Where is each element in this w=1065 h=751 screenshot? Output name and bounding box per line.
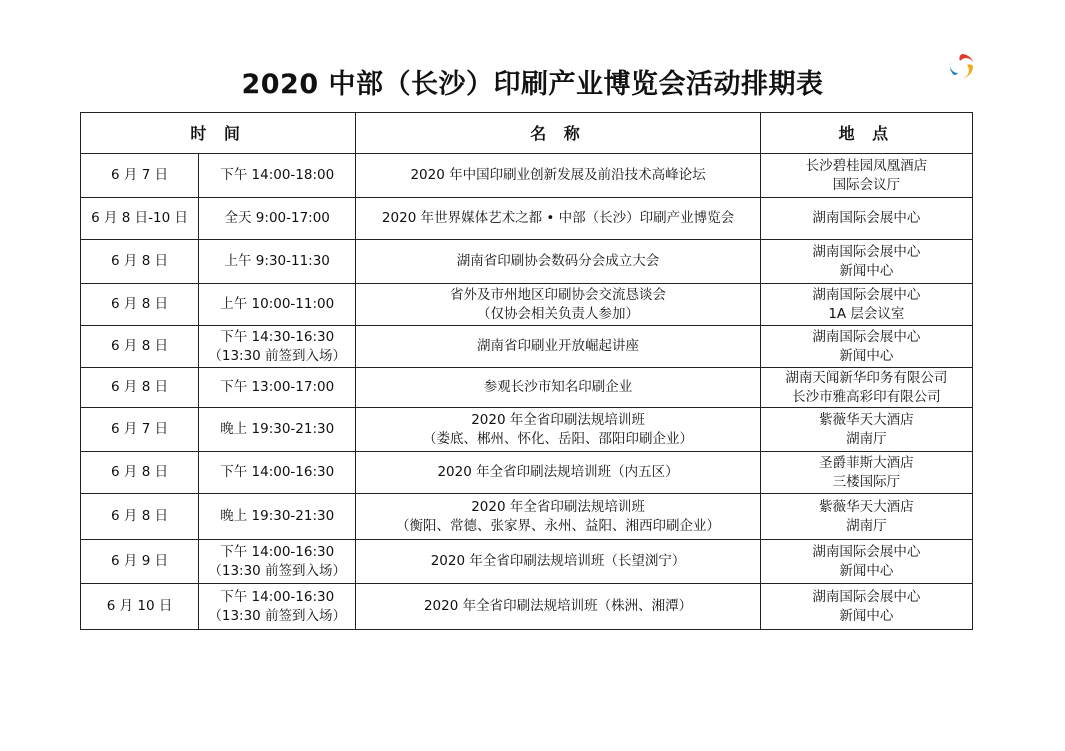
header-place: 地 点: [760, 113, 972, 154]
table-row: [81, 198, 973, 240]
time-cell-line: （13:30 前签到入场）: [208, 607, 347, 624]
event-name-cell-line: （娄底、郴州、怀化、岳阳、邵阳印刷企业）: [423, 430, 694, 447]
place-cell-line: 湖南国际会展中心: [812, 243, 921, 260]
event-name-cell: [356, 154, 760, 198]
time-cell-line: 下午 14:00-16:30: [220, 543, 335, 560]
event-name-cell-line: （仅协会相关负责人参加）: [477, 305, 640, 322]
event-name-cell-line: 参观长沙市知名印刷企业: [483, 379, 633, 395]
place-cell: [760, 240, 972, 284]
place-cell-line: 湖南国际会展中心: [812, 286, 921, 303]
time-cell-line: 下午 14:00-16:30: [220, 588, 335, 605]
time-cell-line: （13:30 前签到入场）: [208, 562, 347, 579]
time-cell-line: 晚上 19:30-21:30: [220, 508, 335, 524]
date-cell: 6 月 10 日: [81, 584, 199, 630]
date-cell: 6 月 8 日: [81, 284, 199, 326]
place-cell: [760, 494, 972, 540]
time-cell-line: （13:30 前签到入场）: [208, 347, 347, 364]
place-cell-line: 国际会议厅: [832, 176, 901, 193]
place-cell: [760, 326, 972, 368]
place-cell: [760, 154, 972, 198]
place-cell-line: 紫薇华天大酒店: [819, 411, 914, 428]
event-name-cell: [356, 494, 760, 540]
time-cell: [199, 408, 356, 452]
event-name-cell: [356, 368, 760, 408]
place-cell-line: 圣爵菲斯大酒店: [819, 454, 914, 471]
place-cell-line: 湖南国际会展中心: [812, 328, 921, 345]
time-cell: [199, 326, 356, 368]
place-cell-line: 长沙市雅高彩印有限公司: [792, 388, 941, 405]
place-cell-line: 三楼国际厅: [832, 473, 901, 490]
time-cell: [199, 584, 356, 630]
place-cell-line: 1A 层会议室: [828, 305, 905, 322]
table-row: [81, 284, 973, 326]
event-name-cell-line: 2020 年全省印刷法规培训班（株洲、湘潭）: [423, 598, 693, 614]
table-row: [81, 240, 973, 284]
place-cell-line: 长沙碧桂园凤凰酒店: [805, 157, 928, 174]
event-name-cell-line: 2020 年全省印刷法规培训班: [471, 498, 645, 515]
table-row: [81, 368, 973, 408]
table-row: [81, 154, 973, 198]
table-body: [81, 154, 973, 630]
time-cell: [199, 368, 356, 408]
date-cell: 6 月 7 日: [81, 408, 199, 452]
time-cell: [199, 284, 356, 326]
time-cell: [199, 494, 356, 540]
time-cell-line: 上午 9:30-11:30: [224, 253, 330, 269]
event-name-cell-line: 2020 年全省印刷法规培训班（内五区）: [437, 464, 679, 480]
table-header-row: [81, 113, 973, 154]
header-time: 时 间: [81, 113, 356, 154]
table-row: [81, 326, 973, 368]
place-cell-line: 湖南国际会展中心: [812, 588, 921, 605]
time-cell: [199, 540, 356, 584]
schedule-table: [80, 112, 973, 630]
event-name-cell-line: 2020 年全省印刷法规培训班（长望浏宁）: [430, 553, 686, 569]
event-name-cell-line: （衡阳、常德、张家界、永州、益阳、湘西印刷企业）: [396, 517, 721, 534]
time-cell-line: 下午 13:00-17:00: [220, 379, 335, 395]
header-name: 名 称: [356, 113, 760, 154]
place-cell: [760, 284, 972, 326]
place-cell-line: 新闻中心: [839, 607, 894, 624]
time-cell-line: 晚上 19:30-21:30: [220, 421, 335, 437]
event-name-cell-line: 2020 年世界媒体艺术之都 • 中部（长沙）印刷产业博览会: [381, 210, 735, 226]
place-cell-line: 新闻中心: [839, 562, 894, 579]
date-cell: 6 月 8 日: [81, 494, 199, 540]
time-cell: [199, 452, 356, 494]
event-name-cell: [356, 540, 760, 584]
date-cell: 6 月 8 日-10 日: [81, 198, 199, 240]
page-title: 2020 中部（长沙）印刷产业博览会活动排期表: [241, 69, 824, 100]
table-row: [81, 452, 973, 494]
event-name-cell-line: 省外及市州地区印刷协会交流恳谈会: [450, 286, 667, 303]
time-cell-line: 下午 14:00-18:00: [220, 167, 335, 183]
table-row: [81, 494, 973, 540]
place-cell-line: 湖南国际会展中心: [812, 543, 921, 560]
event-name-cell-line: 湖南省印刷协会数码分会成立大会: [456, 253, 660, 269]
event-name-cell: [356, 284, 760, 326]
place-cell-line: 湖南厅: [846, 517, 887, 534]
date-cell: 6 月 7 日: [81, 154, 199, 198]
place-cell-line: 湖南厅: [846, 430, 887, 447]
event-name-cell: [356, 198, 760, 240]
event-name-cell-line: 2020 年中国印刷业创新发展及前沿技术高峰论坛: [410, 167, 706, 183]
time-cell-line: 上午 10:00-11:00: [220, 296, 335, 312]
table-row: [81, 540, 973, 584]
place-cell-line: 湖南天闻新华印务有限公司: [785, 369, 948, 386]
event-name-cell: [356, 326, 760, 368]
time-cell: [199, 154, 356, 198]
time-cell-line: 全天 9:00-17:00: [224, 210, 330, 226]
date-cell: 6 月 9 日: [81, 540, 199, 584]
place-cell: [760, 368, 972, 408]
time-cell: [199, 198, 356, 240]
date-cell: 6 月 8 日: [81, 452, 199, 494]
event-name-cell: [356, 240, 760, 284]
place-cell: [760, 408, 972, 452]
place-cell-line: 湖南国际会展中心: [812, 210, 921, 226]
event-name-cell-line: 2020 年全省印刷法规培训班: [471, 411, 645, 428]
place-cell: [760, 540, 972, 584]
place-cell: [760, 584, 972, 630]
table-row: [81, 408, 973, 452]
time-cell-line: 下午 14:00-16:30: [220, 464, 335, 480]
event-name-cell-line: 湖南省印刷业开放崛起讲座: [477, 338, 640, 354]
time-cell: [199, 240, 356, 284]
place-cell: [760, 452, 972, 494]
date-cell: 6 月 8 日: [81, 326, 199, 368]
table-row: [81, 584, 973, 630]
event-name-cell: [356, 408, 760, 452]
event-name-cell: [356, 452, 760, 494]
place-cell-line: 新闻中心: [839, 262, 894, 279]
event-name-cell: [356, 584, 760, 630]
place-cell-line: 紫薇华天大酒店: [819, 498, 914, 515]
date-cell: 6 月 8 日: [81, 240, 199, 284]
date-cell: 6 月 8 日: [81, 368, 199, 408]
time-cell-line: 下午 14:30-16:30: [220, 328, 335, 345]
place-cell-line: 新闻中心: [839, 347, 894, 364]
place-cell: [760, 198, 972, 240]
